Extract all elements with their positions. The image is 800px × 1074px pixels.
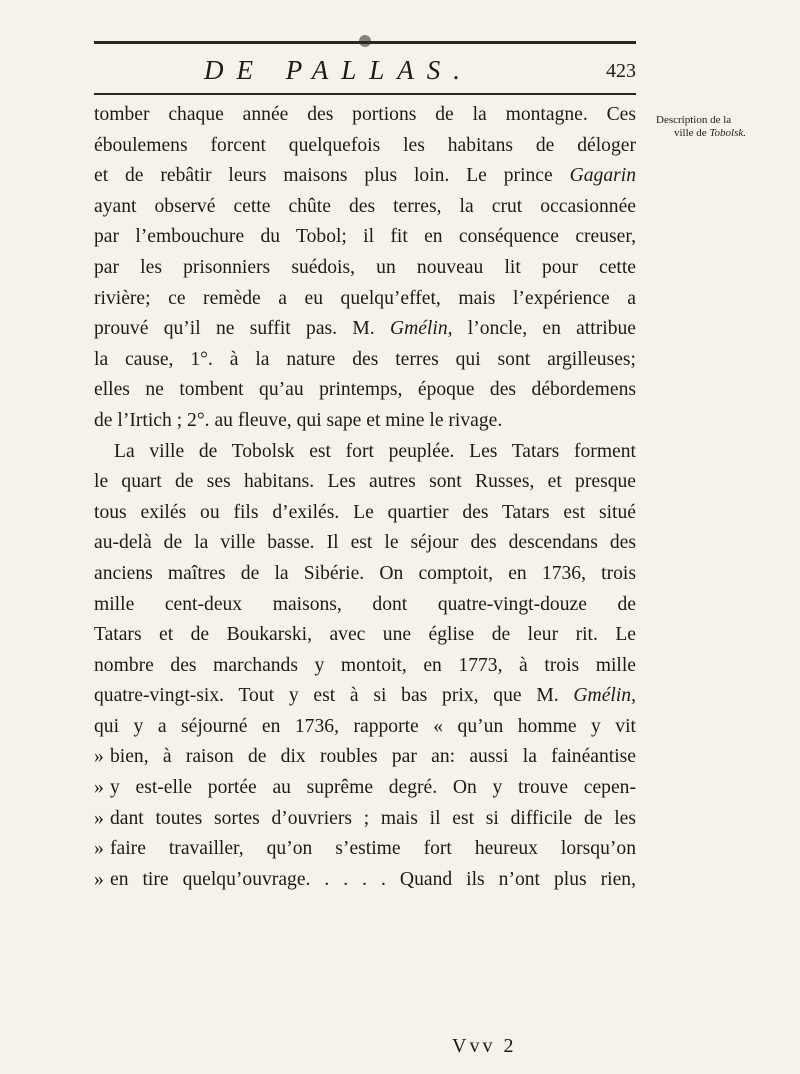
line-text: y est-elle portée au suprême degré. On y trouve cepen- [110, 777, 636, 799]
quote-mark: » [94, 746, 104, 768]
italic-name: Gagarin [569, 165, 636, 187]
text-line [94, 712, 636, 743]
text-line [94, 590, 636, 621]
page-number: 423 [606, 60, 636, 82]
line-text: par les prisonniers suédois, un nouveau lit pour cette [94, 256, 636, 278]
quote-mark: » [94, 807, 104, 829]
line-text: en tire quelqu’ouvrage. . . . . Quand ils n’ont plus rien, [110, 868, 636, 890]
line-text: bien, à raison de dix roubles par an: aussi la fainéantise [110, 746, 636, 768]
text-line [94, 834, 636, 865]
quote-mark: » [94, 868, 104, 890]
line-text: nombre des marchands y montoit, en 1773, à trois mille [94, 654, 636, 676]
line-text: anciens maîtres de la Sibérie. On comptoit, en 1736, trois [94, 562, 636, 584]
line-text: , l’oncle, en attribue [447, 318, 636, 340]
running-title: DE PALLAS. [204, 55, 474, 85]
line-text: au-delà de la ville basse. Il est le séjour des descendans des [94, 532, 636, 554]
text-line [94, 284, 636, 315]
text-line [94, 100, 636, 131]
line-text: , [631, 685, 636, 707]
text-line [94, 437, 636, 468]
signature-mark: Vvv 2 [452, 1035, 517, 1057]
line-text: faire travailler, qu’on s’estime fort heureux lorsqu’on [110, 838, 636, 860]
line-text: par l’embouchure du Tobol; il fit en conséquence creuser, [94, 226, 636, 248]
line-text: de l’Irtich ; 2°. au fleuve, qui sape et mine le rivage. [94, 409, 503, 431]
text-line [94, 161, 636, 192]
line-text: tomber chaque année des portions de la montagne. Ces [94, 104, 636, 125]
line-text: mille cent-deux maisons, dont quatre-vingt-douze de [94, 593, 636, 615]
text-line [94, 804, 636, 835]
text-line [94, 681, 636, 712]
text-line [94, 773, 636, 804]
margin-note-line-2: ville de Tobolsk. [674, 127, 747, 139]
text-line [94, 620, 636, 651]
line-text: et de rebâtir leurs maisons plus loin. Le prince [94, 165, 570, 187]
line-text: prouvé qu’il ne suffit pas. M. [94, 318, 390, 340]
margin-note [656, 114, 786, 140]
line-text: le quart de ses habitans. Les autres sont Russes, et presque [94, 471, 636, 493]
line-text: la cause, 1°. à la nature des terres qui sont argilleuses; [94, 348, 636, 370]
line-text: Tatars et de Boukarski, avec une église de leur rit. Le [94, 624, 636, 646]
text-line [94, 406, 636, 437]
body-text [94, 100, 636, 895]
text-line [94, 467, 636, 498]
text-line [94, 498, 636, 529]
text-line [94, 345, 636, 376]
line-text: tous exilés ou fils d’exilés. Le quartier des Tatars est situé [94, 501, 636, 523]
rule-ornament [359, 35, 371, 47]
text-line [94, 865, 636, 896]
margin-note-line-1: Description de la [656, 114, 732, 126]
text-line [94, 651, 636, 682]
line-text: La ville de Tobolsk est fort peuplée. Les Tatars forment [114, 440, 636, 462]
line-text: dant toutes sortes d’ouvriers ; mais il est si difficile de les [110, 807, 636, 829]
italic-name: Gmélin [573, 685, 632, 707]
quote-mark: » [94, 838, 104, 860]
line-text: rivière; ce remède a eu quelqu’effet, mais l’expérience a [94, 287, 636, 309]
text-line [94, 528, 636, 559]
text-line [94, 253, 636, 284]
italic-name: Gmélin [389, 318, 448, 340]
line-text: quatre-vingt-six. Tout y est à si bas prix, que M. [94, 685, 574, 707]
running-head [94, 55, 636, 85]
text-line [94, 192, 636, 223]
text-line [94, 375, 636, 406]
header-rule [94, 93, 636, 95]
line-text: elles ne tombent qu’au printemps, époque des débordemens [94, 379, 636, 401]
line-text: éboulemens forcent quelquefois les habitans de déloger [94, 134, 636, 156]
text-line [94, 314, 636, 345]
line-text: qui y a séjourné en 1736, rapporte « qu’un homme y vit [94, 715, 636, 737]
line-text: ayant observé cette chûte des terres, la crut occasionnée [94, 195, 636, 217]
text-line [94, 742, 636, 773]
text-line [94, 559, 636, 590]
quote-mark: » [94, 777, 104, 799]
text-line [94, 222, 636, 253]
text-line [94, 131, 636, 162]
